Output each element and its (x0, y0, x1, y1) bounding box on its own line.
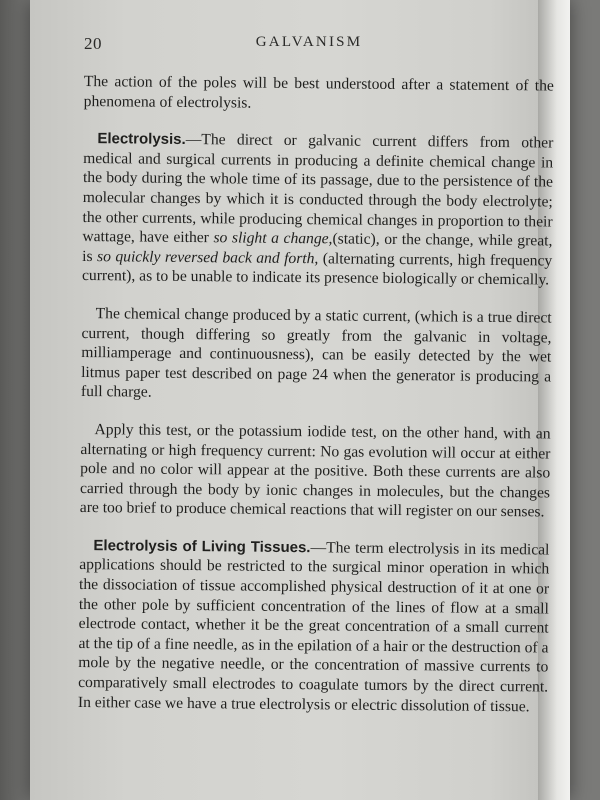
paragraph-intro (84, 72, 554, 116)
page-number: 20 (84, 34, 102, 53)
section-heading-electrolysis: Electrolysis. (97, 130, 186, 149)
section-heading-living-tissues: Electrolysis of Living Tissues. (93, 536, 311, 557)
paragraph-static-current (81, 304, 552, 406)
body-text (78, 72, 554, 735)
paragraph-text: The chemical change produced by a static current, (which is a true direct current, though differing so greatly from the galvanic in voltage, milliamperage and continuousness), can be easily detected by the wet litmus paper test described on page 24 when the generator is producing a full charge. (80, 305, 552, 401)
paragraph-apply-test (80, 420, 551, 522)
paragraph-text: Apply this test, or the potassium iodide test, on the other hand, with an alternating or high frequency current: No gas evolution will occur at either pole and no color will appear at the positive. Both these currents are also carried through the body by ionic changes in molecules, but the changes are too brief to produce chemical reactions that will register on our senses. (79, 421, 551, 521)
paragraph-living-tissues (78, 536, 550, 717)
paragraph-text: The action of the poles will be best understood after a statement of the phenomena of electrolysis. (83, 72, 554, 112)
running-head: GALVANISM (255, 34, 363, 50)
paragraph-electrolysis (82, 129, 553, 290)
book-page (30, 0, 570, 800)
italic-phrase: so slight a change, (213, 229, 333, 248)
paragraph-text: (alternating currents, high frequency current), as to be unable to indicate its presence biologically or chemically. (81, 250, 553, 289)
italic-phrase: so quickly reversed back and forth, (97, 247, 319, 268)
page-header (84, 34, 534, 56)
paragraph-text: (static), or the change, while great, is (82, 230, 553, 265)
paragraph-text: —The direct or galvanic current differs from other medical and surgical currents in producing a definite chemical change in the body during the whole time of its passage, due to the persistence of the molecular changes by which it is conducted through the body electrolyte; the other currents, while producing chemical changes in proportion to their wattage, have either (82, 131, 554, 247)
paragraph-text: —The term electrolysis in its medical applications should be restricted to the surgical minor operation in which the dissociation of tissue accomplished physical destruction of it at one or the other pole by sufficient concentration of the lines of flow at a small electrode contact, whether it be the great concentration of a small current at the tip of a fine needle, as in the epilation of a hair or the destruction of a mole by the negative needle, or the concentration of massive currents to comparatively small electrodes to coagulate tumors by the direct current. In either case we have a true electrolysis or electric dissolution of tissue. (77, 539, 550, 715)
